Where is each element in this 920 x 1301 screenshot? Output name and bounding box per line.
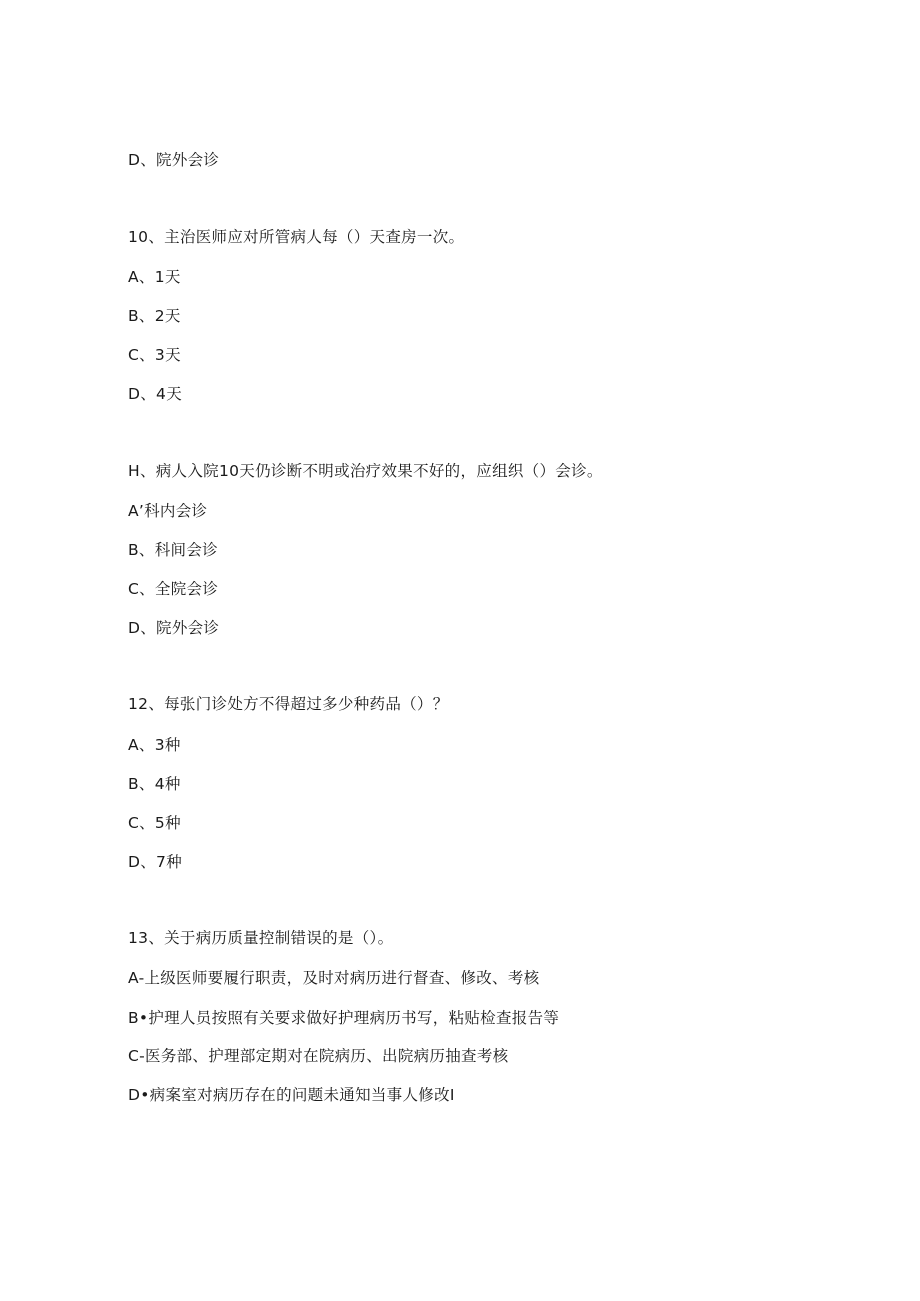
- q10-option-a: A、1天: [128, 268, 181, 286]
- q11-question: H、病人入院10天仍诊断不明或治疗效果不好的，应组织（）会诊。: [128, 462, 603, 480]
- q13-question: 13、关于病历质量控制错误的是（）。: [128, 929, 394, 947]
- q11-option-a: A’科内会诊: [128, 502, 208, 520]
- q12-option-b: B、4种: [128, 775, 181, 793]
- q9-option-d: D、院外会诊: [128, 151, 220, 169]
- q13-option-a: A-上级医师要履行职责，及时对病历进行督查、修改、考核: [128, 969, 540, 987]
- q12-option-d: D、7种: [128, 853, 182, 871]
- q11-option-d: D、院外会诊: [128, 619, 220, 637]
- q10-option-c: C、3天: [128, 346, 181, 364]
- q13-option-d: D•病案室对病历存在的问题未通知当事人修改I: [128, 1086, 455, 1104]
- q11-option-b: B、科间会诊: [128, 541, 218, 559]
- q12-option-c: C、5种: [128, 814, 181, 832]
- q11-option-c: C、全院会诊: [128, 580, 219, 598]
- q12-option-a: A、3种: [128, 736, 181, 754]
- q12-question: 12、每张门诊处方不得超过多少种药品（）？: [128, 695, 449, 713]
- q13-option-c: C-医务部、护理部定期对在院病历、出院病历抽查考核: [128, 1047, 509, 1065]
- q10-option-b: B、2天: [128, 307, 181, 325]
- q10-option-d: D、4天: [128, 385, 182, 403]
- q13-option-b: B•护理人员按照有关要求做好护理病历书写，粘贴检查报告等: [128, 1009, 560, 1027]
- q10-question: 10、主治医师应对所管病人每（）天查房一次。: [128, 228, 465, 246]
